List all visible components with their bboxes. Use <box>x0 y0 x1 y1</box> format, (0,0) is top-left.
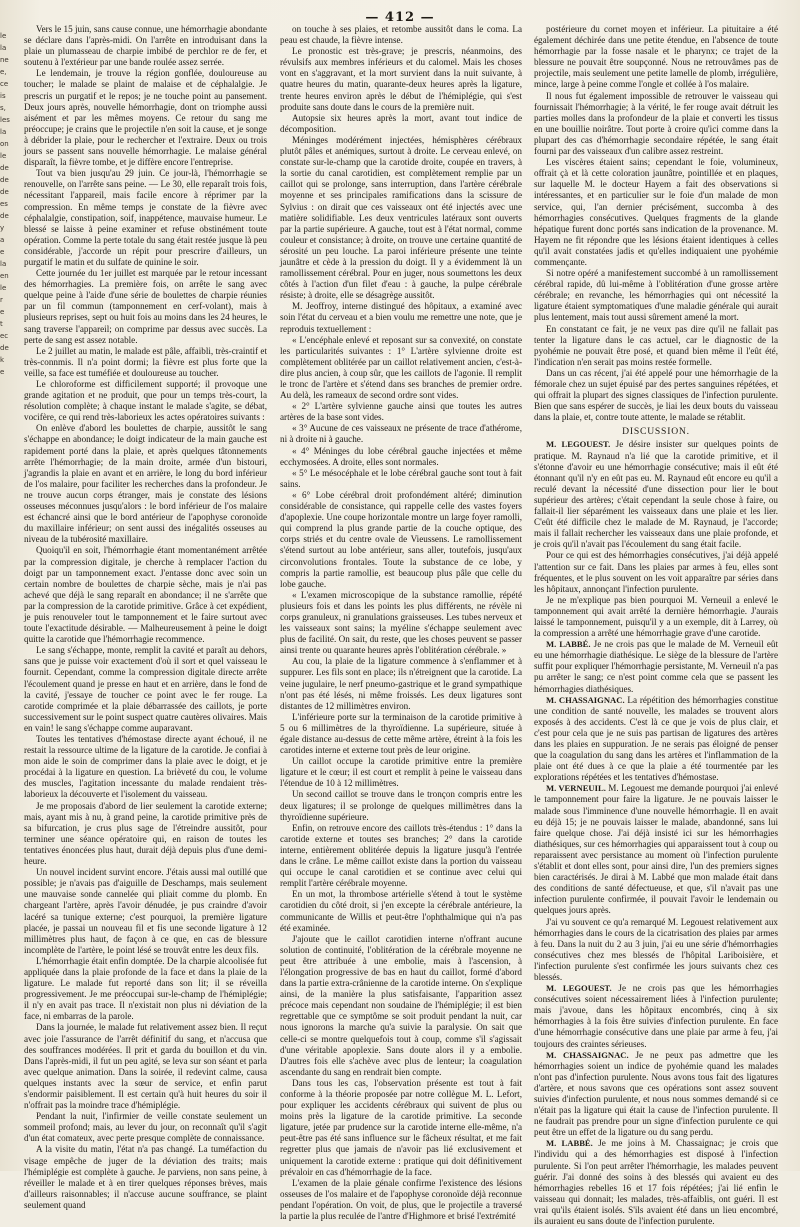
discussion-paragraph <box>534 639 778 694</box>
paragraph: En constatant ce fait, je ne veux pas dire qu'il ne fallait pas tenter la ligature dans le cas actuel, car le diagnostic de la pyohémie ne pouvait être posé, et quand bien même il l'eût été, l'indication n'en serait pas moins restée formelle. <box>534 323 778 367</box>
paragraph: Vers le 15 juin, sans cause connue, une hémorrhagie abondante se déclare dans l'après-midi. On l'arrête en introduisant dans la plaie un plumasseau de charpie imbibé de perchlor re de fer, et soutenu à l'extérieur par une bande roulée assez serrée. <box>24 24 267 68</box>
column-3 <box>534 24 779 1227</box>
discussion-paragraph <box>534 695 778 784</box>
speech-text: Je ne crois pas que les hémorrhagies consécutives soient nécessairement liées à l'infection purulente; mais j'avoue, dans les hôpitaux encombrés, cinq à six hémorrhagies à la fois être suivies d'infection purulente. En face d'une hémorrhagie consécutive dans une plaie par arme à feu, j'ai toujours des craintes sérieuses. <box>534 983 778 1049</box>
paragraph: Un nouvel incident survint encore. J'étais aussi mal outillé que possible; je n'avais pas d'aiguille de Deschamps, mais seulement une mauvaise sonde cannelée qui pliait comme du plomb. En chargeant l'artère, après l'avoir dénudée, je pus craindre d'avoir lacéré sa tunique externe; c'est pourquoi, la première ligature placée, je passai un nouveau fil et fis une seconde ligature à 12 millimètres plus haut, de façon à ce que, en cas de blessure incomplète de l'artère, le point lésé se trouvât entre les deux fils. <box>24 867 267 955</box>
paragraph: J'ajoute que le caillot carotidien interne n'offrant aucune solution de continuité, l'oblitération de la cérébrale moyenne ne peut être attribuée à une embolie, mais à l'ascension, à l'élongation progressive de bas en haut du caillot, formé d'abord dans la partie extra-crânienne de la carotide interne. On s'explique ainsi, de la manière la plus satisfaisante, l'apparition assez précoce mais cependant non soudaine de l'hémiplégie; il est bien regrettable que ce symptôme se soit produit pendant la nuit, car nous ignorons la marche qu'a suivie la paralysie. On sait que celle-ci se montre quelquefois tout à coup, comme s'il s'agissait d'une véritable apoplexie. Sans doute alors il y a embolie. D'autres fois elle s'achève avec plus de lenteur; la coagulation ascendante du sang en rendrait bien compte. <box>280 933 522 1077</box>
column-3-observation <box>534 24 778 423</box>
paragraph: Toutes les tentatives d'hémostase directe ayant échoué, il ne restait la ressource ultime de la ligature de la carotide. Je confiai à mon aide le soin de comprimer dans la plaie avec le doigt, et je procédai à la ligature en question. La brièveté du cou, le volume des muscles, l'agitation incessante du malade rendaient très-laborieux la découverte et l'isolement du vaisseau. <box>24 734 267 800</box>
paragraph: « 2° L'artère sylvienne gauche ainsi que toutes les autres artères de la base sont vides. <box>280 401 522 423</box>
column-1 <box>24 24 268 1210</box>
margin-fragment: les <box>0 116 10 124</box>
discussion-paragraph <box>534 783 778 916</box>
paragraph: L'examen de la plaie génale confirme l'existence des lésions osseuses de l'os malaire et de l'apophyse coronoïde déjà reconnue pendant l'opération. On voit, de plus, que le projectile a traversé la partie la plus reculée de l'antre d'Highmore et brisé l'extrémité <box>280 1177 522 1222</box>
paragraph: « 4° Méninges du lobe cérébral gauche injectées et même ecchymosées. A droite, elles sont normales. <box>280 445 522 467</box>
paragraph: « L'examen microscopique de la substance ramollie, répété plusieurs fois et dans les points les plus différents, ne révèle ni corps granuleux, ni granulations graisseuses. Les tubes nerveux et les vaisseaux sont sains; la myéline s'échappe seulement avec plus de facilité. On sait, du reste, que les choses peuvent se passer ainsi trente ou quarante heures après l'oblitération cérébrale. » <box>280 589 522 656</box>
margin-fragment: es <box>0 200 8 208</box>
margin-fragment: la <box>0 44 7 52</box>
paragraph: Il nous fut également impossible de retrouver le vaisseau qui fournissait l'hémorrhagie; à la vérité, le fer rouge avait détruit les parties molles dans la profondeur de la plaie et converti les tissus en une bouillie noirâtre. Tout porte à croire qu'ici comme dans la plupart des cas d'hémorrhagie secondaire répétée, le sang était fourni par des vaisseaux d'un calibre assez restreint. <box>534 90 778 157</box>
margin-fragment: r <box>0 296 3 304</box>
column-2 <box>280 24 522 1222</box>
margin-fragment: la <box>0 128 7 136</box>
speaker-name: M. CHASSAIGNAC. <box>546 1049 629 1060</box>
margin-fragment: s, <box>0 104 6 112</box>
paragraph: Un caillot occupe la carotide primitive entre la première ligature et le cœur; il est court et remplit à peine le vaisseau dans l'étendue de 10 à 12 millimètres. <box>280 756 522 789</box>
margin-fragment: ec <box>0 332 9 340</box>
speech-text: Je me joins à M. Chassaignac; je crois que l'individu qui a des hémorrhagies est disposé à l'infection purulente. Si l'on peut arrêter l'hémorrhagie, les malades peuvent guérir. J'ai donné des soins à des blessés qui avaient eu des hémorrhagies rebelles 16 et 17 fois répétées; j'ai lié enfin le vaisseau qui donnait; les malades, très-affaiblis, ont guéri. Il est vrai qu'ils étaient isolés. S'ils avaient été dans un lieu encombré, ils auraient eu sans doute de l'infection purulente. <box>534 1138 778 1227</box>
margin-fragment: t <box>0 320 3 328</box>
left-margin-fragments <box>0 30 10 1150</box>
paragraph: Les viscères étaient sains; cependant le foie, volumineux, offrait çà et là cette coloration jaunâtre, pointillée et en plaques, sur laquelle M. le docteur Hayem a fait des observations si intéressantes, et en particulier sur le foie d'un malade de mon service, qui, l'an dernier précisément, succomba à des hémorrhagies consécutives. Quelques fragments de la glande hépatique furent donc portés sans indication de la provenance. M. Hayem ne fit répondre que les lésions étaient identiques à celles qu'il avait constatées jadis et qu'elles indiquaient une pyohémie commençante. <box>534 157 778 267</box>
speech-text: Je ne crois pas que le malade de M. Verneuil eût eu une hémorrhagie diathésique. Le siège de la blessure de l'artère suffit pour expliquer l'hémorrhagie persistante, M. Verneuil n'a pas pu arrêter le sang; ce n'est point comme cela que se passent les hémorrhagies diathésiques. <box>534 639 778 694</box>
margin-fragment: de <box>0 164 9 172</box>
paragraph: Dans la journée, le malade fut relativement assez bien. Il reçut avec joie l'assurance de l'arrêt définitif du sang, et n'accusa que des souffrances modérées. Il prit et garda du bouillon et du vin. Dans l'après-midi, il fut un peu agité, se leva sur son séant et parla avec quelque animation. Dans la soirée, il redevint calme, causa quelques instants avec la sœur de service, et enfin parut s'endormir paisiblement. Il est certain qu'à huit heures du soir il n'offrait pas la moindre trace d'hémiplégie. <box>24 1022 267 1111</box>
speaker-name: M. VERNEUIL. <box>546 783 606 794</box>
paragraph: On enlève d'abord les boulettes de charpie, aussitôt le sang s'échappe en abondance; le doigt indicateur de la main gauche est rapidement porté dans la plaie, et après quelques tâtonnements arrête l'hémorrhagie; de la main droite, armée d'un bistouri, j'agrandis la plaie en avant et en arrière, le long du bord inférieur de l'os malaire, pour faciliter les recherches dans la profondeur. Je ne trouve aucun corps étranger, mais je constate des lésions osseuses méconnues jusqu'alors : le bord inférieur de l'os malaire est échancré ainsi que le bord antérieur de l'apophyse coronoïde du maxillaire inférieur; on sent aussi des inégalités osseuses au niveau de la tubérosité maxillaire. <box>24 423 267 545</box>
paragraph: M. Jeoffroy, interne distingué des hôpitaux, a examiné avec soin l'état du cerveau et a bien voulu me remettre une note, que je reproduis textuellement : <box>280 301 522 334</box>
discussion-heading: DISCUSSION. <box>622 426 690 438</box>
margin-fragment: is <box>0 92 6 100</box>
paragraph: Quoiqu'il en soit, l'hémorrhagie étant momentanément arrêtée par la compression digitale, je cherche à remplacer l'action du doigt par un tamponnement exact. J'entasse donc avec soin un certain nombre de boulettes de charpie sèche, mais je n'ai pas achevé que déjà le sang reparaît en abondance; il ne s'arrête que par la compression de la carotide primitive. Grâce à cet expédient, je puis renouveler tout le tamponnement et le faire surtout avec toute l'exactitude désirable. — Malheureusement à peine le doigt quitte la carotide que l'hémorrhagie recommence. <box>24 545 267 645</box>
speaker-name: M. LEGOUEST. <box>546 439 611 450</box>
paragraph: Le pronostic est très-grave; je prescris, néanmoins, des révulsifs aux membres inférieurs et du calomel. Mais les choses vont en s'aggravant, et la mort survient dans la nuit suivante, à quatre heures du matin, quarante-deux heures après la ligature, trente heures environ après le début de l'hémiplégie, qui s'est produite sans doute dans le cours de la première nuit. <box>280 46 522 112</box>
margin-fragment: de <box>0 212 9 220</box>
margin-fragment: e <box>0 248 5 256</box>
paragraph: « L'encéphale enlevé et reposant sur sa convexité, on constate les particularités suivantes : 1° L'artère sylvienne droite est complètement oblitérée par un caillot relativement ancien, c'est-à-dire plus ancien, à coup sûr, que les caillots de l'agonie. Il remplit le tronc de l'artère et s'étend dans ses branches de premier ordre. Au delà, les rameaux de second ordre sont vides. <box>280 334 522 401</box>
speech-text: Je ne peux pas admettre que les hémorrhagies soient un indice de pyohémie quand les malades n'ont pas d'infection purulente. Nous avons tous fait des ligatures d'artère, et nous savons que ces opérations sont assez souvent suivies d'infection purulente, et nous nous sommes demandé si ce n'était pas la ligature qui était la cause de l'infection purulente. Il ne faudrait pas prendre pour un signe d'infection purulente ce qui peut être un effet de la ligature ou du sang perdu. <box>534 1049 778 1138</box>
paragraph: Enfin, on retrouve encore des caillots très-étendus : 1° dans la carotide externe et toutes ses branches; 2° dans la carotide interne, entièrement oblitérée depuis la ligature jusqu'à l'entrée dans le crâne. Le même caillot existe dans la portion du vaisseau qui occupe le canal carotidien et se continue avec celui qui remplit l'artère cérébrale moyenne. <box>280 822 522 889</box>
paragraph: Autopsie six heures après la mort, avant tout indice de décomposition. <box>280 112 522 134</box>
margin-fragment: ne <box>0 56 9 64</box>
paragraph: « 5° Le mésocéphale et le lobe cérébral gauche sont tout à fait sains. <box>280 467 522 489</box>
page-number: — 412 — <box>359 10 440 25</box>
speaker-name: M. LABBÉ. <box>546 1138 593 1149</box>
paragraph: Le chloroforme est difficilement supporté; il provoque une grande agitation et ne produit, que pour un temps très-court, la résolution complète; à chaque instant le malade s'agite, se débat, vocifère, ce qui rend très-laborieux les actes opératoires suivants : <box>24 379 267 423</box>
discussion-paragraph <box>534 1138 778 1227</box>
paragraph: Le sang s'échappe, monte, remplit la cavité et paraît au dehors, sans que je puisse voir exactement d'où il sort et quel vaisseau le fournit. Cependant, comme la compression digitale directe arrête l'écoulement quand je presse en haut et en arrière, dans le fond de la cavité, j'essaye de toucher ce point avec le fer rouge. La carotide comprimée et la plaie débarrassée des caillots, je porte successivement sur le point suspect quatre cautères olivaires. Mais en vain! le sang s'échappe comme auparavant. <box>24 645 268 733</box>
margin-fragment: le <box>0 284 7 292</box>
paragraph: Le 2 juillet au matin, le malade est pâle, affaibli, très-craintif et très-connmis. Il n'a point dormi; la fièvre est plus forte que la veille, sa face est tuméfiée et douloureuse au toucher. <box>24 345 267 378</box>
margin-fragment: e <box>0 308 5 316</box>
paragraph: Dans un cas récent, j'ai été appelé pour une hémorrhagie de la fémorale chez un sujet épuisé par des pertes sanguines répétées, et qui offrait la plupart des signes classiques de l'infection purulente. Bien que sans espérer de succès, je liai les deux bouts du vaisseau dans la plaie, et, contre toute attente, le malade se rétablit. <box>534 367 778 423</box>
speaker-name: M. CHASSAIGNAC. <box>546 694 625 705</box>
paragraph: Le lendemain, je trouve la région gonflée, douloureuse au toucher; le malade se plaint de malaise et de céphalalgie. Je prescris un purgatif et le repos; je ne touche point au pansement. Deux jours après, nouvelle hémorrhagie, dont on triomphe aussi aisément et par les mêmes moyens. Ce retour du sang me préoccupe; je crains que le projectile n'en soit la cause, et je songe à débrider la plaie, pour le rechercher et l'extraire. Deux ou trois jours se passent sans nouvelle hémorrhagie. Le malaise général disparaît, la fièvre tombe, et je diffère encore l'entreprise. <box>24 68 267 168</box>
margin-fragment: y <box>0 224 5 232</box>
paragraph: Tout va bien jusqu'au 29 juin. Ce jour-là, l'hémorrhagie se renouvelle, on l'arrête sans peine. — Le 30, elle reparaît trois fois, nécessitant l'appareil, mais facile encore à réprimer par la compression. En même temps je constate de la fièvre avec céphalalgie, constipation, soif, inappétence, mauvaise humeur. Le blessé se laisse à peine examiner et refuse obstinément toute opération. Comme la perte totale du sang était restée jusque là peu considérable, j'accorde un répit pour prescrire d'ailleurs, un purgatif le matin et du sulfate de quinine le soir. <box>24 168 267 267</box>
paragraph: L'inférieure porte sur la terminaison de la carotide primitive à 5 ou 6 millimètres de la thyroïdienne. La supérieure, située à égale distance au-dessus de cette même artère, étreint à la fois les carotides interne et externe tout près de leur origine. <box>280 711 522 756</box>
speech-text: Je désire insister sur quelques points de pratique. M. Raynaud n'a lié que la carotide primitive, et il s'étonne d'avoir eu une hémorrhagie consécutive; mais il eût été étonnant qu'il n'y en eût pas eu. M. Raynaud eût encore eu qu'il a reculé devant la nécessité d'une dissection pour lier le bout supérieur des artères; c'était cependant la seule chose à faire, ou fallait-il lier séparément les vaisseaux dans une plaie et les lier. C'eût été difficile chez le malade de M. Raynaud, je l'accorde; mais il fallait rechercher les vaisseaux dans une plaie profonde, et je crois qu'il n'avait pas l'écoulement du sang était facile. <box>534 439 779 550</box>
margin-fragment: e <box>0 368 5 376</box>
paragraph: L'hémorrhagie était enfin domptée. De la charpie alcoolisée fut appliquée dans la plaie profonde de la face et dans la plaie de la ligature. Le malade fut reporté dans son lit; il se réveilla progressivement. Je me préoccupai sur-le-champ de l'hémiplégie; il n'y en avait pas trace. Il n'existait non plus ni déviation de la face, ni embarras de la parole. <box>24 955 267 1022</box>
paragraph: Méninges modérément injectées, hémisphères cérébraux plutôt pâles et anémiques, surtout à droite. Le cerveau enlevé, on constate sur-le-champ que la carotide droite, coupée en travers, à la sortie du canal carotidien, est complètement remplie par un caillot qui se prolonge, sans interruption, dans l'artère cérébrale moyenne et ses principales ramifications dans la scissure de Sylvius : on dirait que ces vaisseaux ont été injectés avec une matière solidifiable. Les deux ventricules latéraux sont ouverts par la partie supérieure. A gauche, tout est à l'état normal, comme couleur et consistance; à droite, on trouve une certaine quantité de sérosité un peu louche. La paroi inférieure présente une teinte jaunâtre et cède à la pression du doigt. Il y a évidemment là un ramollissement cérébral. Pour en juger, nous soumettons les deux côtés à l'action d'un filet d'eau : à gauche, la pulpe cérébrale résiste; à droite, elle se désagrège aussitôt. <box>280 134 522 301</box>
paragraph: A la visite du matin, l'état n'a pas changé. La tuméfaction du visage empêche de juger de la déviation des traits; mais l'hémiplégie est complète à gauche. Je parviens, non sans peine, à réveiller le malade et à en tirer quelques réponses brèves, mais d'ailleurs raisonnables; il n'accuse aucune souffrance, se plaint seulement quand <box>24 1144 267 1210</box>
paragraph: Cette journée du 1er juillet est marquée par le retour incessant des hémorrhagies. La première fois, on arrête le sang avec quelque peine à l'aide d'une série de boulettes de charpie réunies par un fil commun (tamponnement en cerf-volant), mais à plusieurs reprises, sept ou huit fois au moins dans les 24 heures, le sang traverse l'appareil; on comprime par dessus avec succès. La perte de sang est assez notable. <box>24 268 267 345</box>
discussion-section <box>534 439 778 1227</box>
margin-fragment: de <box>0 176 9 184</box>
margin-fragment: de <box>0 344 9 352</box>
speech-text: M. Legouest me demande pourquoi j'ai enlevé le tamponnement pour faire la ligature. Je ne pouvais laisser le malade sous l'imminence d'une nouvelle hémorrhagie. Il en avait eu déjà 15; je ne pouvais laisser le malade, abandonné, sans lui faire quelque chose. J'ai déjà insisté ici sur les hémorrhagies diathésiques, sur ces hémorrhagies qui apparaissent tout à coup ou reparaissent avec persistance au moment où l'infection purulente s'établit et dont elles sont, pour ainsi dire, l'un des premiers signes bien caractérisés. Je dirai à M. Labbé que mon malade était dans des conditions de santé défectueuse, et que, s'il n'avait pas une infection purulente confirmée, il pouvait l'avoir le lendemain ou quelques jours après. <box>534 783 779 916</box>
discussion-paragraph <box>534 917 778 984</box>
margin-fragment: le <box>0 152 7 160</box>
margin-fragment: de <box>0 188 9 196</box>
discussion-paragraph <box>534 1050 778 1139</box>
speaker-name: M. LEGOUEST. <box>546 983 612 994</box>
margin-fragment: la <box>0 260 7 268</box>
paragraph: on touche à ses plaies, et retombe aussitôt dans le coma. La peau est chaude, la fièvre intense. <box>280 24 522 46</box>
paragraph: Pendant la nuit, l'infirmier de veille constate seulement un sommeil profond; mais, au lever du jour, on reconnaît qu'il s'agit d'un état comateux, avec perte presque complète de connaissance. <box>24 1111 267 1144</box>
speaker-name: M. LABBÉ. <box>546 639 591 650</box>
discussion-paragraph <box>534 595 778 639</box>
paragraph: « 6° Lobe cérébral droit profondément altéré; diminution considérable de consistance, qui rappelle celle des vastes foyers d'apoplexie. Une coupe horizontale montre un large foyer ramolli, qui comprend la plus grande partie de la couche optique, des corps striés et du centre ovale de Vieussens. Le ramollissement s'étend surtout au lobe antérieur, sans aller, toutefois, jusqu'aux circonvolutions frontales. Toute la substance de ce lobe, y compris la partie ramollie, est beaucoup plus pâle que celle du lobe gauche. <box>280 489 522 589</box>
paragraph: Je me proposais d'abord de lier seulement la carotide externe; mais, ayant mis à nu, à grand peine, la carotide primitive près de sa bifurcation, je crus plus sage de l'étreindre aussitôt, pour terminer une séance opératoire qui, en raison de toutes les tentatives énoncées plus haut, durait déjà depuis plus d'une demi-heure. <box>24 800 267 867</box>
speech-text: J'ai vu souvent ce qu'a remarqué M. Legouest relativement aux hémorrhagies dans le cours de la cicatrisation des plaies par armes à feu. Dans la nuit du 2 au 3 juin, j'ai eu une série d'hémorrhagies consécutives chez mes blessés de l'hôpital Lariboisière, et l'infection purulente s'est confirmée les jours suivants chez ces blessés. <box>534 916 778 982</box>
paragraph: « 3° Aucune de ces vaisseaux ne présente de trace d'athérome, ni à droite ni à gauche. <box>280 423 522 445</box>
speech-text: Pour ce qui est des hémorrhagies consécutives, j'ai déjà appelé l'attention sur ce fait. Dans les plaies par armes à feu, elles sont fréquentes, et le plus souvent on les voit apparaître par séries dans les hôpitaux, annonçant l'infection purulente. <box>534 550 778 594</box>
paragraph: Au cou, la plaie de la ligature commence à s'enflammer et à suppurer. Les fils sont en place; ils n'étreignent que la carotide. La veine jugulaire, le nerf pneumo-gastrique et le grand sympathique n'ont pas été lésés, ni même froissés. Les deux ligatures sont distantes de 12 millimètres environ. <box>280 656 522 711</box>
paragraph: Un second caillot se trouve dans le tronçon compris entre les deux ligatures; il se prolonge de quelques millimètres dans la thyroïdienne supérieure. <box>280 789 522 822</box>
discussion-paragraph <box>534 550 778 594</box>
margin-fragment: le <box>0 32 7 40</box>
paragraph: Si notre opéré a manifestement succombé à un ramollissement cérébral rapide, dû lui-même à l'oblitération d'une grosse artère cérébrale; en revanche, les hémorrhagies qui ont nécessité la ligature étaient symptomatiques d'une maladie générale qui aurait plus lentement, mais tout aussi sûrement amené la mort. <box>534 268 778 323</box>
paragraph: En un mot, la thrombose artérielle s'étend à tout le système carotidien du côté droit, si j'en excepte la cérébrale antérieure, la communicante de Willis et peut-être l'ophthalmique qui n'a pas été examinée. <box>280 889 522 933</box>
page-header <box>0 6 800 25</box>
margin-fragment: en <box>0 272 9 280</box>
paragraph: Dans tous les cas, l'observation présente est tout à fait conforme à la théorie proposée par notre collègue M. L. Lefort, pour expliquer les accidents cérébraux qui suivent de plus ou moins près la ligature de la carotide primitive. La seconde ligature, jetée par prudence sur la carotide interne elle-même, n'a peut-être pas été sans influence sur le fâcheux résultat, et me fait regretter plus que jamais de n'avoir pas lié exclusivement et uniquement la carotide externe : pratique qui doit définitivement prévaloir en cas d'hémorrhagie de la face. <box>280 1077 522 1177</box>
margin-fragment: on <box>0 140 9 148</box>
discussion-paragraph <box>534 439 778 550</box>
margin-fragment: e, <box>0 68 7 76</box>
paragraph: postérieure du cornet moyen et inférieur. La pituitaire a été également déchirée dans une petite étendue, en l'absence de toute hémorrhagie par la fosse nasale et le pharynx; ce trajet de la blessure ne pouvait être soupçonné. Nous ne retrouvâmes pas de projectile, mais seulement une petite lamelle de plomb, irrégulière, mince, large à peine comme l'ongle et collée à l'os malaire. <box>534 24 779 90</box>
margin-fragment: a <box>0 236 5 244</box>
speech-text: La répétition des hémorrhagies constitue une condition de santé nouvelle, les malades se trouvent alors exposés à des accidents. C'est là ce que je vois de plus clair, et c'est pour cela que je ne suis pas partisan de ligatures des artères dans les plaies en suppuration. Je ne serais pas éloigné de penser que la coagulation du sang dans les artères et l'inflammation de la plaie ont été dues à ce que la plaie a été tourmentée par les explorations répétées et les tentatives d'hémostase. <box>534 694 778 783</box>
discussion-paragraph <box>534 983 778 1050</box>
margin-fragment: ce <box>0 80 9 88</box>
margin-fragment: k <box>0 356 5 364</box>
speech-text: Je ne m'explique pas bien pourquoi M. Verneuil a enlevé le tamponnement qui avait arrêté la dernière hémorrhagie. J'aurais laissé le tamponnement, puisqu'il y a un exemple, dit à Larrey, où la compression a arrêté une hémorrhagie grave d'une carotide. <box>534 594 778 639</box>
